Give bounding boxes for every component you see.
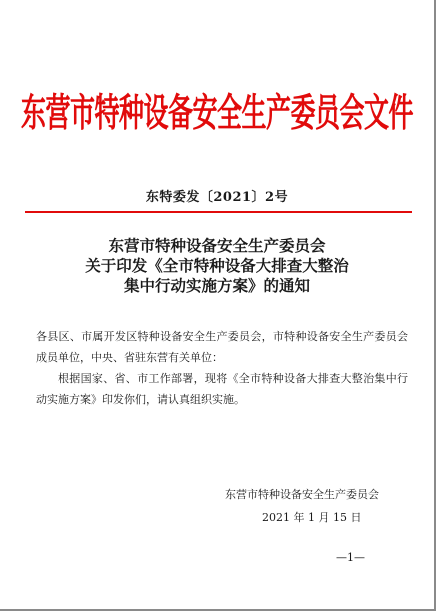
issuer-signature: 东营市特种设备安全生产委员会 bbox=[225, 488, 379, 501]
document-number: 东特委发〔2021〕2号 bbox=[145, 190, 289, 205]
page-number: —1— bbox=[336, 551, 365, 564]
org-header-title: 东营市特种设备安全生产委员会文件 bbox=[20, 90, 413, 136]
salutation-paragraph: 各县区、市属开发区特种设备安全生产委员会，市特种设备安全生产委员会成员单位，中央、省驻东营有关单位： bbox=[36, 330, 408, 364]
notice-body bbox=[36, 326, 408, 410]
content-paragraph: 根据国家、省、市工作部署，现将《全市特种设备大排查大整治集中行动实施方案》印发你们，请认真组织实施。 bbox=[36, 372, 408, 406]
issue-date: 2021 年 1 月 15 日 bbox=[262, 511, 362, 524]
notice-title-line-3: 集中行动实施方案》的通知 bbox=[123, 276, 310, 295]
notice-title-line-1: 东营市特种设备安全生产委员会 bbox=[108, 236, 326, 255]
notice-title-line-2: 关于印发《全市特种设备大排查大整治 bbox=[85, 256, 349, 275]
red-divider-line bbox=[25, 211, 412, 213]
notice-title bbox=[0, 236, 434, 296]
